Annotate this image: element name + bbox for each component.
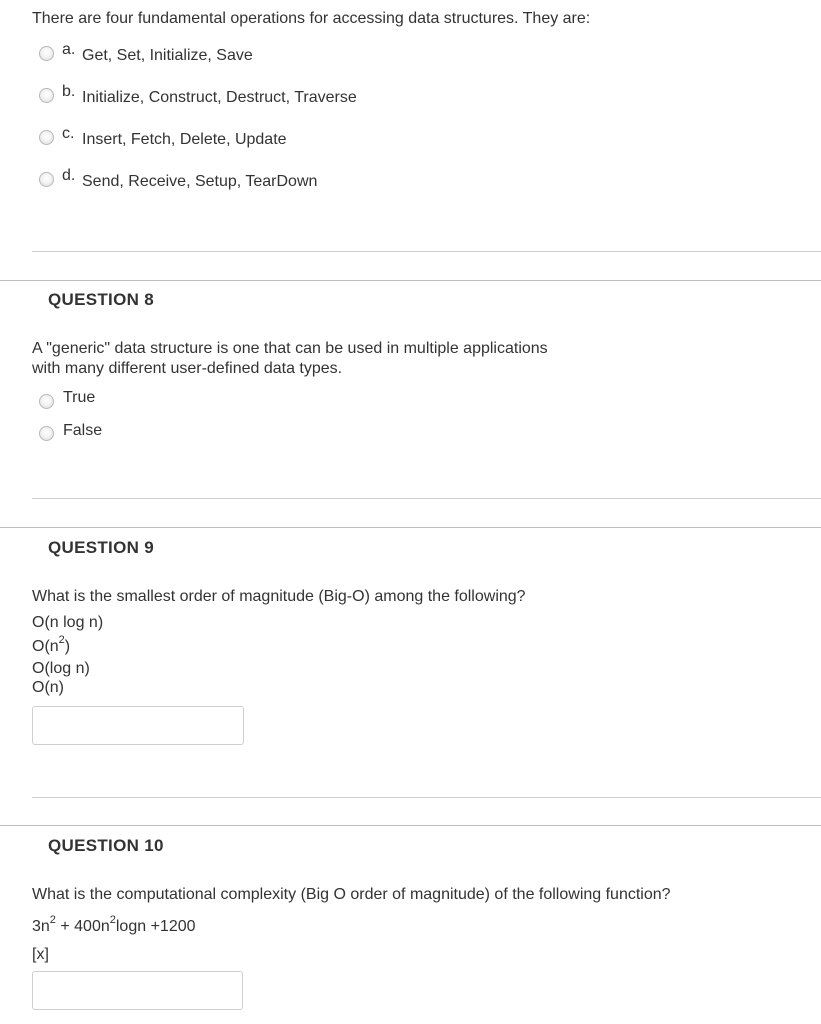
option-text-c: Insert, Fetch, Delete, Update — [82, 131, 287, 148]
question-9-heading: QUESTION 9 — [48, 538, 154, 557]
radio-option-a[interactable] — [39, 46, 54, 61]
formula-exponent-1: 2 — [49, 914, 56, 926]
option-text-d: Send, Receive, Setup, TearDown — [82, 173, 318, 190]
radio-false[interactable] — [39, 426, 54, 441]
divider — [32, 797, 821, 798]
question-10-heading: QUESTION 10 — [48, 836, 164, 855]
question-10-formula — [32, 914, 196, 936]
option-text-false: False — [63, 422, 103, 439]
section-divider — [0, 527, 821, 528]
question-7-text: There are four fundamental operations for accessing data structures. They are: — [32, 10, 591, 27]
formula-term-2: + 400n — [55, 918, 110, 935]
option-letter-c: c. — [62, 125, 75, 142]
section-divider — [0, 825, 821, 826]
option-text-a: Get, Set, Initialize, Save — [82, 47, 253, 64]
option-letter-a: a. — [62, 41, 76, 58]
option-text-true: True — [63, 389, 96, 406]
question-9-item-2 — [32, 634, 71, 656]
question-8-text-line1: A "generic" data structure is one that can be used in multiple applications — [32, 340, 548, 357]
radio-option-b[interactable] — [39, 88, 54, 103]
formula-term-3: logn +1200 — [115, 918, 196, 935]
radio-true[interactable] — [39, 394, 54, 409]
item-2-close: ) — [64, 638, 71, 655]
question-9-item-1: O(n log n) — [32, 614, 104, 631]
option-text-b: Initialize, Construct, Destruct, Traverse — [82, 89, 357, 106]
question-10-text: What is the computational complexity (Big O order of magnitude) of the following function? — [32, 886, 671, 903]
question-9-text: What is the smallest order of magnitude (Big-O) among the following? — [32, 588, 526, 605]
radio-option-c[interactable] — [39, 130, 54, 145]
question-9-answer-input[interactable] — [32, 706, 244, 745]
formula-exponent-2: 2 — [109, 914, 116, 926]
divider — [32, 251, 821, 252]
question-8-text-line2: with many different user-defined data types. — [32, 360, 343, 377]
item-2-base: O(n — [32, 638, 59, 655]
question-9-item-3: O(log n) — [32, 660, 90, 677]
section-divider — [0, 280, 821, 281]
item-2-exponent: 2 — [58, 634, 65, 646]
formula-term-1: 3n — [32, 918, 50, 935]
option-letter-b: b. — [62, 83, 76, 100]
radio-option-d[interactable] — [39, 172, 54, 187]
question-9-item-4: O(n) — [32, 679, 64, 696]
question-10-answer-input[interactable] — [32, 971, 243, 1010]
question-8-heading: QUESTION 8 — [48, 290, 154, 309]
option-letter-d: d. — [62, 167, 76, 184]
question-10-placeholder-token: [x] — [32, 946, 49, 963]
divider — [32, 498, 821, 499]
